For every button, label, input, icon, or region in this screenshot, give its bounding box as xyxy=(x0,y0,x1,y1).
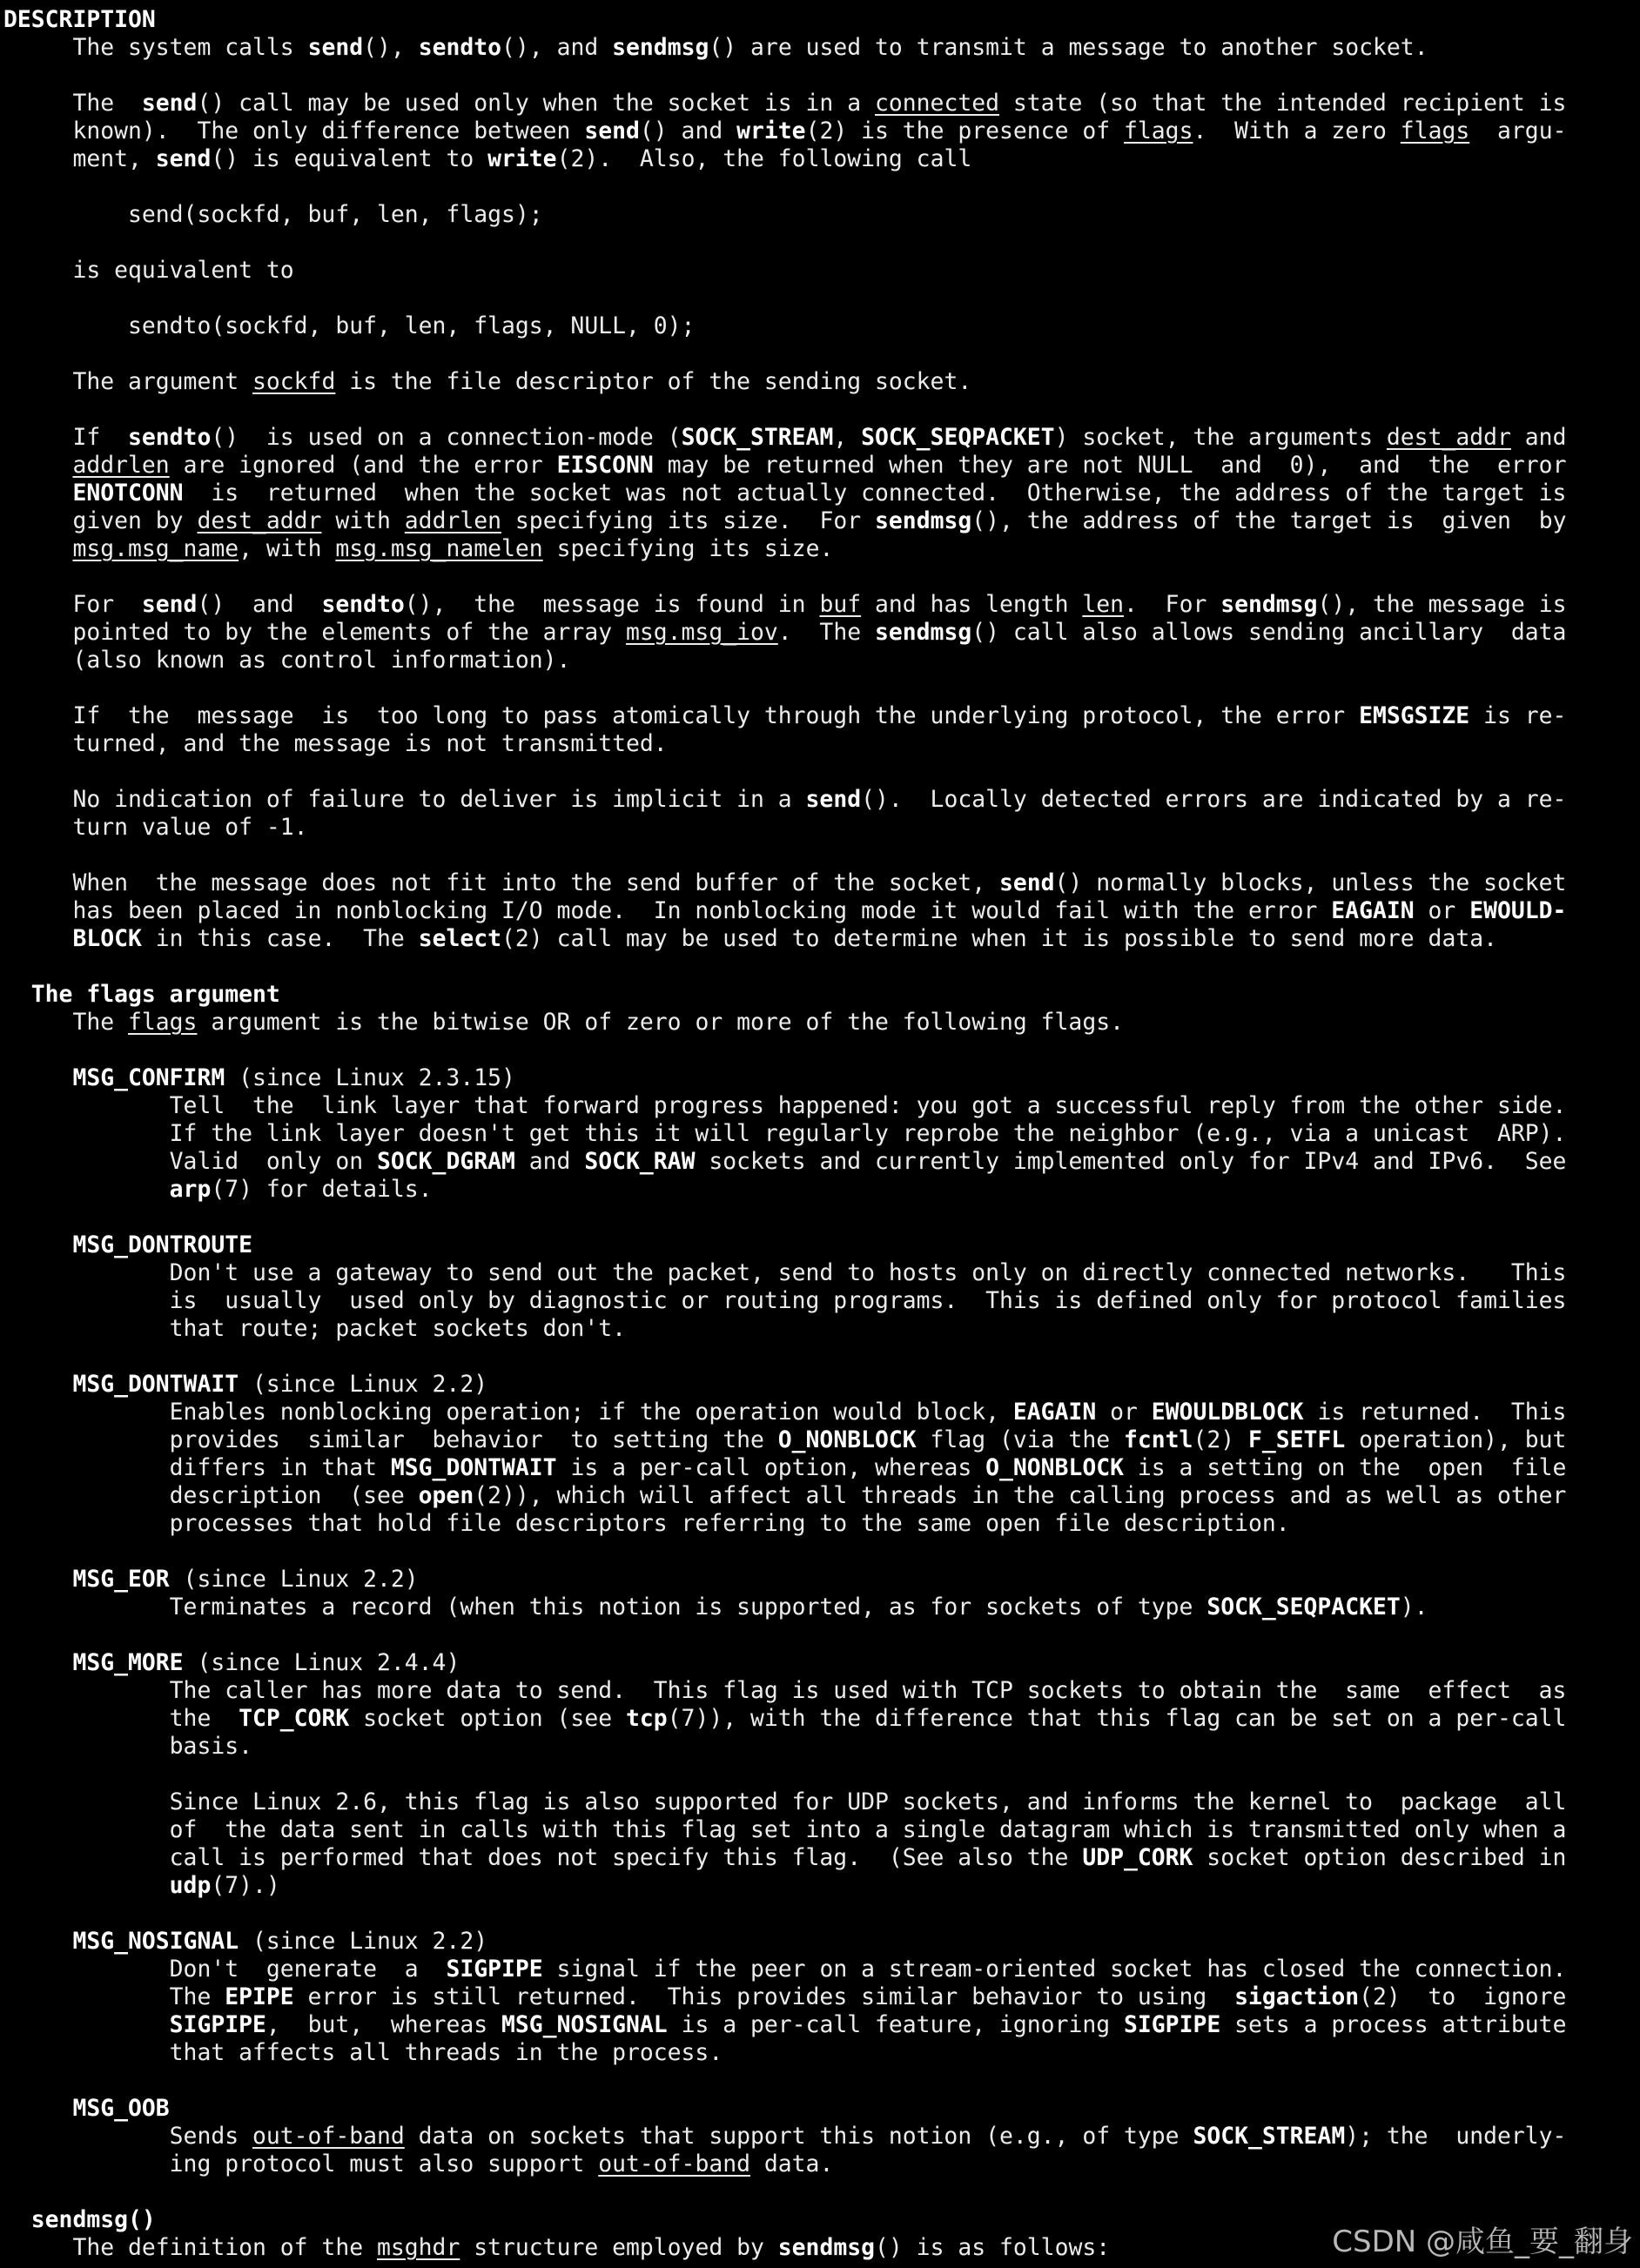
text-segment: specifying its size. xyxy=(542,535,834,562)
terminal-line xyxy=(3,1594,1637,1621)
bold-text: MSG_NOSIGNAL xyxy=(501,2011,668,2038)
text-segment: and has length xyxy=(861,591,1083,618)
blank-line xyxy=(3,674,1637,702)
text-segment: has been placed in nonblocking I/O mode. In nonblocking mode it would fail with the error xyxy=(3,897,1332,924)
bold-text: O_NONBLOCK xyxy=(777,1426,917,1453)
bold-text: MSG_CONFIRM xyxy=(3,1064,225,1091)
bold-text: O_NONBLOCK xyxy=(985,1454,1124,1481)
text-segment: are ignored (and the error xyxy=(169,452,557,479)
underlined-text: out-of-band xyxy=(252,2123,405,2150)
text-segment: (2). Also, the following call xyxy=(556,145,972,172)
terminal-line xyxy=(3,730,1637,758)
terminal-line xyxy=(3,1816,1637,1844)
text-segment: socket option described in xyxy=(1193,1844,1567,1871)
blank-line xyxy=(3,758,1637,786)
bold-text: MSG_DONTROUTE xyxy=(3,1231,252,1258)
underlined-text: connected xyxy=(875,90,999,117)
text-segment: argu‐ xyxy=(1469,117,1567,144)
underlined-text: msg.msg_name xyxy=(72,535,239,562)
text-segment: is usually used only by diagnostic or routing programs. This is defined only for protocol families xyxy=(3,1287,1567,1314)
blank-line xyxy=(3,229,1637,257)
text-segment: Sends xyxy=(3,2123,252,2150)
text-segment: . For xyxy=(1124,591,1221,618)
text-segment: and xyxy=(514,1148,585,1175)
blank-line xyxy=(3,1900,1637,1928)
bold-text: sendto xyxy=(418,34,502,61)
bold-text: MSG_MORE xyxy=(3,1649,184,1676)
bold-text: EWOULD‐ xyxy=(1469,897,1567,924)
blank-line xyxy=(3,2067,1637,2095)
text-segment: state (so that the intended recipient is xyxy=(999,90,1567,117)
text-segment: If the message is too long to pass atomically through the underlying protocol, the error xyxy=(3,702,1360,729)
bold-text: EWOULDBLOCK xyxy=(1151,1399,1304,1426)
text-segment: ) socket, the arguments xyxy=(1054,424,1387,451)
text-segment: (), the address of the target is given by xyxy=(971,507,1567,534)
terminal-line xyxy=(3,1371,1637,1399)
bold-text: SOCK_SEQPACKET xyxy=(1206,1594,1401,1620)
text-segment: is a per-call option, whereas xyxy=(556,1454,986,1481)
text-segment: () normally blocks, unless the socket xyxy=(1054,869,1567,896)
text-segment: argument is the bitwise OR of zero or more of the following flags. xyxy=(197,1009,1124,1036)
blank-line xyxy=(3,2178,1637,2206)
bold-text: send xyxy=(584,117,640,144)
text-segment: specifying its size. For xyxy=(501,507,876,534)
text-segment: () is used on a connection-mode ( xyxy=(211,424,682,451)
terminal-line xyxy=(3,814,1637,842)
blank-line xyxy=(3,1037,1637,1064)
text-segment: that route; packet sockets don't. xyxy=(3,1315,626,1342)
underlined-text: sockfd xyxy=(252,368,336,395)
text-segment: The definition of the xyxy=(3,2234,377,2261)
text-segment: (2) xyxy=(1193,1426,1248,1453)
bold-text: SIGPIPE xyxy=(446,1956,543,1983)
man-page-text xyxy=(3,6,1637,2262)
text-segment: () is as follows: xyxy=(875,2234,1111,2261)
blank-line xyxy=(3,953,1637,981)
text-segment: differs in that xyxy=(3,1454,391,1481)
text-segment: If xyxy=(3,424,128,451)
text-segment: sendto(sockfd, buf, len, flags, NULL, 0); xyxy=(3,312,696,339)
underlined-text: dest_addr xyxy=(1386,424,1511,451)
underlined-text: addrlen xyxy=(72,452,170,479)
bold-text: The flags argument xyxy=(30,981,280,1008)
text-segment: basis. xyxy=(3,1733,252,1760)
terminal-line xyxy=(3,1176,1637,1204)
bold-text: send xyxy=(141,90,198,117)
text-segment: , with xyxy=(239,535,336,562)
bold-text: send xyxy=(141,591,198,618)
text-segment: Tell the link layer that forward progress happened: you got a successful reply from the other side. xyxy=(3,1092,1567,1119)
text-segment: (), the message is xyxy=(1317,591,1567,618)
blank-line xyxy=(3,285,1637,312)
bold-text: write xyxy=(487,145,557,172)
terminal-line xyxy=(3,897,1637,925)
text-segment: may be returned when they are not NULL and 0), and the error xyxy=(653,452,1567,479)
text-segment: Since Linux 2.6, this flag is also supported for UDP sockets, and informs the kernel to package all xyxy=(3,1788,1567,1815)
terminal-line xyxy=(3,591,1637,619)
text-segment: sets a process attribute xyxy=(1220,2011,1567,2038)
text-segment: is a per-call feature, ignoring xyxy=(667,2011,1125,2038)
underlined-text: flags xyxy=(1124,117,1193,144)
text-segment: Don't use a gateway to send out the packet, send to hosts only on directly connected networks. This xyxy=(3,1259,1567,1286)
terminal-line xyxy=(3,201,1637,229)
text-segment: If the link layer doesn't get this it will regularly reprobe the neighbor (e.g., via a unicast ARP). xyxy=(3,1120,1567,1147)
text-segment: The xyxy=(3,90,142,117)
text-segment: processes that hold file descriptors referring to the same open file description. xyxy=(3,1510,1290,1537)
bold-text: sendmsg xyxy=(875,619,972,646)
text-segment: () is equivalent to xyxy=(211,145,488,172)
text-segment: (since Linux 2.2) xyxy=(169,1566,419,1593)
terminal-line xyxy=(3,1064,1637,1092)
text-segment: (2) to ignore xyxy=(1359,1983,1567,2010)
terminal-line xyxy=(3,619,1637,647)
text-segment: or xyxy=(1096,1399,1152,1426)
bold-text: open xyxy=(418,1482,474,1509)
terminal-line xyxy=(3,145,1637,173)
text-segment: known). The only difference between xyxy=(3,117,585,144)
terminal-line xyxy=(3,1983,1637,2011)
terminal-line xyxy=(3,424,1637,452)
terminal-line xyxy=(3,1259,1637,1287)
terminal-line xyxy=(3,2011,1637,2039)
terminal-line xyxy=(3,1120,1637,1148)
text-segment: is re‐ xyxy=(1469,702,1567,729)
text-segment: (2) call may be used to determine when it is possible to send more data. xyxy=(501,925,1498,952)
terminal-line xyxy=(3,702,1637,730)
text-segment xyxy=(3,535,72,562)
bold-text: udp xyxy=(169,1872,212,1899)
text-segment: sockets and currently implemented only for IPv4 and IPv6. See xyxy=(695,1148,1567,1175)
bold-text: SOCK_STREAM xyxy=(1193,2123,1346,2150)
bold-text: sendmsg xyxy=(612,34,709,61)
text-segment: (), xyxy=(363,34,419,61)
text-segment: Valid only on xyxy=(3,1148,377,1175)
underlined-text: dest_addr xyxy=(197,507,322,534)
underlined-text: flags xyxy=(1400,117,1470,144)
terminal-line xyxy=(3,117,1637,145)
text-segment xyxy=(3,2206,31,2233)
bold-text: send xyxy=(998,869,1055,896)
text-segment: is the file descriptor of the sending socket. xyxy=(335,368,972,395)
bold-text: BLOCK xyxy=(72,925,142,952)
text-segment: (since Linux 2.2) xyxy=(239,1371,488,1398)
terminal-line xyxy=(3,1399,1637,1426)
bold-text: sendto xyxy=(321,591,405,618)
terminal-line xyxy=(3,1510,1637,1538)
text-segment: or xyxy=(1414,897,1470,924)
terminal-line xyxy=(3,869,1637,897)
underlined-text: msghdr xyxy=(377,2234,460,2261)
text-segment: signal if the peer on a stream-oriented socket has closed the connection. xyxy=(542,1956,1567,1983)
blank-line xyxy=(3,842,1637,869)
terminal-line xyxy=(3,1956,1637,1983)
text-segment: ); the underly‐ xyxy=(1345,2123,1567,2150)
bold-text: DESCRIPTION xyxy=(3,6,156,33)
text-segment xyxy=(3,1176,170,1203)
text-segment: Don't generate a xyxy=(3,1956,447,1983)
text-segment: with xyxy=(321,507,405,534)
bold-text: EMSGSIZE xyxy=(1359,702,1470,729)
bold-text: SOCK_DGRAM xyxy=(377,1148,515,1175)
terminal-line xyxy=(3,1315,1637,1343)
terminal-line xyxy=(3,6,1637,34)
terminal-line xyxy=(3,368,1637,396)
text-segment xyxy=(3,925,72,952)
terminal-line xyxy=(3,1733,1637,1761)
text-segment: in this case. The xyxy=(141,925,419,952)
bold-text: sendmsg() xyxy=(30,2206,156,2233)
csdn-watermark: CSDN @咸鱼_要_翻身 xyxy=(1332,2224,1633,2259)
text-segment: (), the message is found in xyxy=(404,591,820,618)
text-segment: data on sockets that support this notion (e.g., of type xyxy=(404,2123,1193,2150)
text-segment: The xyxy=(3,1009,128,1036)
text-segment: . With a zero xyxy=(1193,117,1401,144)
bold-text: EISCONN xyxy=(556,452,654,479)
text-segment xyxy=(3,480,72,507)
bold-text: UDP_CORK xyxy=(1082,1844,1193,1871)
terminal-line xyxy=(3,1705,1637,1733)
text-segment: data. xyxy=(750,2151,834,2177)
text-segment: (also known as control information). xyxy=(3,647,571,674)
text-segment: pointed to by the elements of the array xyxy=(3,619,626,646)
terminal-line xyxy=(3,786,1637,814)
text-segment: The xyxy=(3,1983,225,2010)
text-segment xyxy=(3,2011,170,2038)
bold-text: SIGPIPE xyxy=(169,2011,266,2038)
bold-text: send xyxy=(155,145,212,172)
bold-text: SOCK_RAW xyxy=(584,1148,696,1175)
bold-text: SIGPIPE xyxy=(1124,2011,1221,2038)
blank-line xyxy=(3,173,1637,201)
text-segment: ment, xyxy=(3,145,156,172)
underlined-text: out-of-band xyxy=(598,2151,750,2177)
bold-text: EAGAIN xyxy=(1012,1399,1097,1426)
terminal-line xyxy=(3,90,1637,117)
text-segment: (since Linux 2.3.15) xyxy=(225,1064,515,1091)
blank-line xyxy=(3,1761,1637,1788)
text-segment: (since Linux 2.2) xyxy=(239,1928,488,1955)
bold-text: SOCK_STREAM xyxy=(681,424,834,451)
blank-line xyxy=(3,396,1637,424)
text-segment: () call may be used only when the socket is in a xyxy=(197,90,875,117)
terminal-line xyxy=(3,480,1637,507)
terminal-line xyxy=(3,1566,1637,1594)
text-segment: provides similar behavior to setting the xyxy=(3,1426,778,1453)
terminal-line xyxy=(3,925,1637,953)
text-segment: . The xyxy=(777,619,875,646)
underlined-text: buf xyxy=(819,591,862,618)
blank-line xyxy=(3,62,1637,90)
terminal-line xyxy=(3,535,1637,563)
terminal-line xyxy=(3,1454,1637,1482)
bold-text: MSG_OOB xyxy=(3,2095,170,2122)
terminal-line xyxy=(3,1649,1637,1677)
text-segment: The system calls xyxy=(3,34,308,61)
blank-line xyxy=(3,563,1637,591)
text-segment: structure employed by xyxy=(460,2234,778,2261)
text-segment: The argument xyxy=(3,368,252,395)
text-segment: of the data sent in calls with this flag set into a single datagram which is transmitted only when a xyxy=(3,1816,1567,1843)
terminal-line xyxy=(3,2123,1637,2151)
underlined-text: flags xyxy=(128,1009,198,1036)
underlined-text: len xyxy=(1082,591,1125,618)
bold-text: sigaction xyxy=(1234,1983,1360,2010)
underlined-text: msg.msg_namelen xyxy=(335,535,543,562)
terminal-line xyxy=(3,1426,1637,1454)
text-segment xyxy=(3,981,31,1008)
terminal-line xyxy=(3,1148,1637,1176)
bold-text: sendmsg xyxy=(1220,591,1318,618)
bold-text: sendmsg xyxy=(875,507,972,534)
terminal-line xyxy=(3,1872,1637,1900)
terminal-line xyxy=(3,981,1637,1009)
terminal-window[interactable] xyxy=(3,6,1637,2265)
text-segment: ). xyxy=(1400,1594,1428,1620)
bold-text: SOCK_SEQPACKET xyxy=(861,424,1055,451)
blank-line xyxy=(3,1621,1637,1649)
text-segment: socket option (see xyxy=(349,1705,626,1732)
blank-line xyxy=(3,1204,1637,1231)
bold-text: MSG_NOSIGNAL xyxy=(3,1928,239,1955)
text-segment: No indication of failure to deliver is implicit in a xyxy=(3,786,806,813)
text-segment: send(sockfd, buf, len, flags); xyxy=(3,201,543,228)
text-segment: error is still returned. This provides similar behavior to using xyxy=(293,1983,1235,2010)
text-segment: When the message does not fit into the send buffer of the socket, xyxy=(3,869,999,896)
terminal-line xyxy=(3,1844,1637,1872)
blank-line xyxy=(3,1343,1637,1371)
text-segment: (since Linux 2.4.4) xyxy=(183,1649,460,1676)
terminal-line xyxy=(3,257,1637,285)
text-segment: is returned. This xyxy=(1303,1399,1567,1426)
text-segment: the xyxy=(3,1705,239,1732)
text-segment: flag (via the xyxy=(916,1426,1124,1453)
blank-line xyxy=(3,1538,1637,1566)
text-segment: () and xyxy=(639,117,737,144)
terminal-line xyxy=(3,2151,1637,2178)
bold-text: EPIPE xyxy=(225,1983,294,2010)
text-segment: () are used to transmit a message to another socket. xyxy=(709,34,1428,61)
underlined-text: addrlen xyxy=(404,507,502,534)
text-segment xyxy=(3,1872,170,1899)
text-segment: given by xyxy=(3,507,198,534)
text-segment: (7).) xyxy=(211,1872,280,1899)
text-segment: call is performed that does not specify this flag. (See also the xyxy=(3,1844,1083,1871)
text-segment: , but, whereas xyxy=(265,2011,502,2038)
text-segment: (7) for details. xyxy=(211,1176,433,1203)
text-segment: (2)), which will affect all threads in the calling process and as well as other xyxy=(474,1482,1567,1509)
text-segment: and xyxy=(1510,424,1567,451)
text-segment: (2) is the presence of xyxy=(805,117,1125,144)
bold-text: send xyxy=(307,34,364,61)
text-segment: Enables nonblocking operation; if the operation would block, xyxy=(3,1399,1013,1426)
terminal-line xyxy=(3,1788,1637,1816)
text-segment: () and xyxy=(197,591,322,618)
text-segment: Terminates a record (when this notion is supported, as for sockets of type xyxy=(3,1594,1207,1620)
text-segment: is equivalent to xyxy=(3,257,294,284)
text-segment: The caller has more data to send. This flag is used with TCP sockets to obtain the same effect as xyxy=(3,1677,1567,1704)
bold-text: sendto xyxy=(128,424,212,451)
text-segment: turn value of -1. xyxy=(3,814,308,841)
terminal-line xyxy=(3,2039,1637,2067)
bold-text: F_SETFL xyxy=(1248,1426,1346,1453)
terminal-line xyxy=(3,1482,1637,1510)
terminal-line xyxy=(3,1231,1637,1259)
text-segment: For xyxy=(3,591,142,618)
text-segment: , xyxy=(833,424,862,451)
bold-text: MSG_DONTWAIT xyxy=(3,1371,239,1398)
bold-text: select xyxy=(418,925,502,952)
text-segment: that affects all threads in the process. xyxy=(3,2039,723,2066)
blank-line xyxy=(3,340,1637,368)
text-segment: is returned when the socket was not actually connected. Otherwise, the address of the target is xyxy=(183,480,1567,507)
bold-text: MSG_DONTWAIT xyxy=(390,1454,557,1481)
terminal-line xyxy=(3,1928,1637,1956)
text-segment: description (see xyxy=(3,1482,419,1509)
terminal-line xyxy=(3,34,1637,62)
text-segment: is a setting on the open file xyxy=(1124,1454,1567,1481)
text-segment: turned, and the message is not transmitted. xyxy=(3,730,668,757)
text-segment xyxy=(3,452,72,479)
bold-text: MSG_EOR xyxy=(3,1566,170,1593)
bold-text: arp xyxy=(169,1176,212,1203)
terminal-line xyxy=(3,312,1637,340)
terminal-line xyxy=(3,1287,1637,1315)
bold-text: EAGAIN xyxy=(1331,897,1415,924)
terminal-line xyxy=(3,1009,1637,1037)
bold-text: tcp xyxy=(626,1705,668,1732)
text-segment: operation), but xyxy=(1345,1426,1567,1453)
text-segment: ing protocol must also support xyxy=(3,2151,599,2177)
bold-text: fcntl xyxy=(1123,1426,1193,1453)
terminal-line xyxy=(3,1092,1637,1120)
text-segment: (7)), with the difference that this flag can be set on a per-call xyxy=(667,1705,1567,1732)
bold-text: sendmsg xyxy=(777,2234,876,2261)
terminal-line xyxy=(3,2095,1637,2123)
terminal-line xyxy=(3,452,1637,480)
terminal-line xyxy=(3,507,1637,535)
underlined-text: msg.msg_iov xyxy=(625,619,778,646)
bold-text: TCP_CORK xyxy=(239,1705,350,1732)
text-segment: (), and xyxy=(501,34,613,61)
text-segment: (). Locally detected errors are indicated by a re‐ xyxy=(861,786,1567,813)
terminal-line xyxy=(3,1677,1637,1705)
bold-text: write xyxy=(736,117,806,144)
bold-text: ENOTCONN xyxy=(72,480,184,507)
text-segment: () call also allows sending ancillary data xyxy=(971,619,1567,646)
terminal-line xyxy=(3,647,1637,674)
bold-text: send xyxy=(805,786,862,813)
